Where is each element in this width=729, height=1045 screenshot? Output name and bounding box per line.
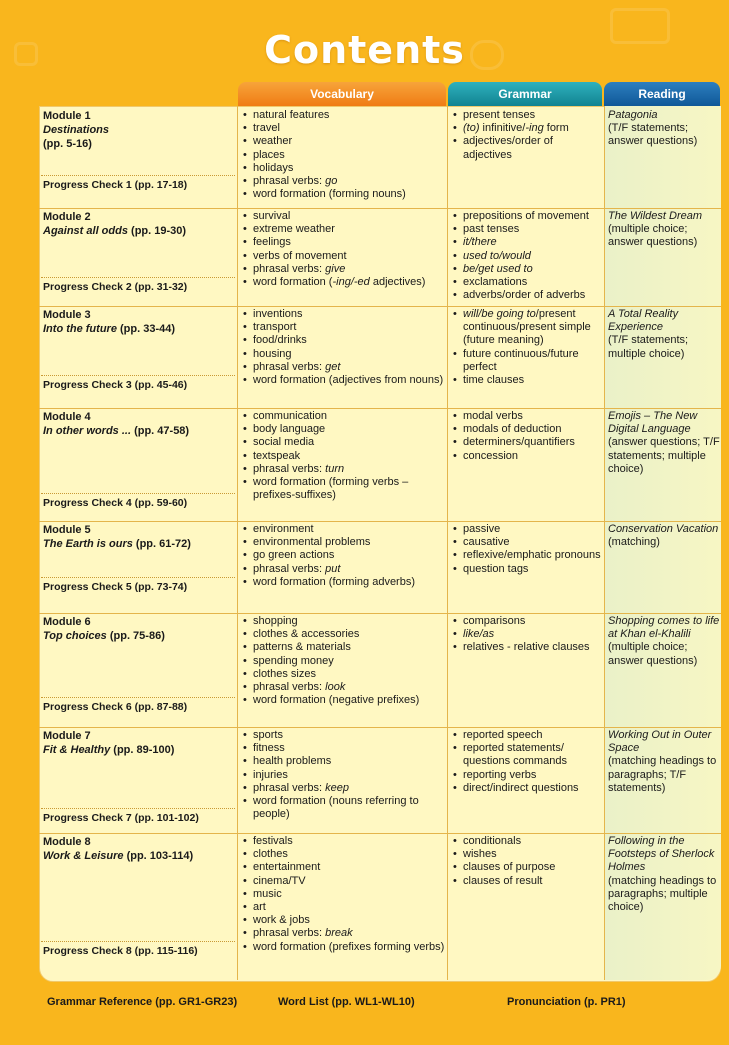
vocabulary-item xyxy=(241,901,445,914)
item-text-part: patterns & materials xyxy=(253,641,351,654)
grammar-item xyxy=(451,109,603,122)
vocabulary-list xyxy=(241,109,445,201)
item-text-part: be/get used to xyxy=(463,262,533,275)
item-text-part: used to/would xyxy=(463,249,531,262)
vocabulary-item xyxy=(241,914,445,927)
row-divider xyxy=(39,613,721,614)
dotted-separator xyxy=(41,493,235,494)
grammar-list xyxy=(451,410,603,463)
grammar-item xyxy=(451,641,603,654)
grammar-list xyxy=(451,308,603,387)
vocabulary-item xyxy=(241,162,445,175)
module-name[interactable]: In other words ... xyxy=(43,425,132,437)
module-name[interactable]: Into the future xyxy=(43,323,117,335)
item-text-part: reported statements/ questions commands xyxy=(463,742,567,768)
item-text-part: feelings xyxy=(253,236,291,249)
module-number: Module 7 xyxy=(43,730,91,742)
item-text-part: phrasal verbs: xyxy=(253,927,326,940)
item-text-part: body language xyxy=(253,423,326,436)
item-text-part: clothes & accessories xyxy=(253,628,360,641)
item-text-part: holidays xyxy=(253,161,294,174)
grammar-list xyxy=(451,835,603,888)
dotted-separator xyxy=(41,808,235,809)
reading-title: Conservation Vacation xyxy=(608,523,719,535)
module-pages: (pp. 89-100) xyxy=(113,744,175,756)
vocabulary-item xyxy=(241,628,445,641)
item-text-part: environmental problems xyxy=(253,536,371,549)
pronunciation-link[interactable]: Pronunciation (p. PR1) xyxy=(507,996,626,1008)
grammar-item xyxy=(451,450,603,463)
reading-tasks: (multiple choice; answer questions) xyxy=(608,641,698,667)
item-text-part: transport xyxy=(253,321,297,334)
dotted-separator xyxy=(41,375,235,376)
vocabulary-item xyxy=(241,668,445,681)
vocabulary-item xyxy=(241,681,445,694)
reading-tasks: (T/F statements; multiple choice) xyxy=(608,334,689,360)
dotted-separator xyxy=(41,277,235,278)
vocabulary-item xyxy=(241,927,445,940)
item-text-part: housing xyxy=(253,347,292,360)
item-text-part: clauses of result xyxy=(463,874,543,887)
row-divider xyxy=(39,408,721,409)
reading-title: The Wildest Dream xyxy=(608,210,703,222)
item-text-part: wishes xyxy=(463,848,497,861)
item-text-part: reflexive/emphatic pronouns xyxy=(463,549,601,562)
grammar-reference-link[interactable]: Grammar Reference (pp. GR1-GR23) xyxy=(47,996,238,1008)
module-name[interactable]: Destinations xyxy=(43,124,110,136)
grammar-item xyxy=(451,410,603,423)
vocabulary-item xyxy=(241,782,445,795)
vocabulary-item xyxy=(241,361,445,374)
module-cell xyxy=(43,410,235,438)
vocabulary-item xyxy=(241,655,445,668)
item-text-part: communication xyxy=(253,410,327,422)
item-text-part: clauses of purpose xyxy=(463,861,556,874)
reading-title: Following in the Footsteps of Sherlock Holmes xyxy=(608,835,715,874)
grammar-item xyxy=(451,122,603,135)
row-divider xyxy=(39,727,721,728)
item-text-part: word formation (prefixes forming verbs) xyxy=(253,940,445,953)
grammar-item xyxy=(451,848,603,861)
grammar-item xyxy=(451,210,603,223)
item-text-part: festivals xyxy=(253,835,293,847)
grammar-column-header: Grammar xyxy=(448,82,602,107)
module-title-line xyxy=(43,849,235,863)
progress-check-link[interactable]: Progress Check 1 (pp. 17-18) xyxy=(43,179,188,191)
module-pages: (pp. 33-44) xyxy=(120,323,176,335)
vocabulary-list xyxy=(241,729,445,821)
grammar-item xyxy=(451,549,603,562)
progress-check-link[interactable]: Progress Check 5 (pp. 73-74) xyxy=(43,581,188,593)
item-text-part: get xyxy=(325,360,341,373)
progress-check-link[interactable]: Progress Check 4 (pp. 59-60) xyxy=(43,497,188,509)
reading-cell xyxy=(608,210,720,250)
item-text-part: infinitive/ xyxy=(479,122,526,135)
item-text-part: word formation (adjectives from nouns) xyxy=(253,374,444,387)
vocabulary-item xyxy=(241,374,445,387)
vocabulary-item xyxy=(241,122,445,135)
vocabulary-item xyxy=(241,941,445,954)
item-text-part: conditionals xyxy=(463,835,522,847)
item-text-part: word formation (forming adverbs) xyxy=(253,575,416,588)
item-text-part: cinema/TV xyxy=(253,874,306,887)
item-text-part: fitness xyxy=(253,742,285,755)
vocabulary-item xyxy=(241,523,445,536)
item-text-part: extreme weather xyxy=(253,223,335,236)
module-cell xyxy=(43,835,235,863)
module-number: Module 8 xyxy=(43,836,91,848)
module-cell xyxy=(43,109,235,151)
vocabulary-item xyxy=(241,742,445,755)
item-text-part: break xyxy=(325,927,353,940)
item-text-part: relatives - relative clauses xyxy=(463,641,590,654)
reading-cell xyxy=(608,109,720,149)
module-pages: (pp. 5-16) xyxy=(43,138,92,150)
reading-cell xyxy=(608,410,720,476)
reading-cell xyxy=(608,308,720,361)
item-text-part: concession xyxy=(463,449,519,462)
item-text-part: social media xyxy=(253,436,315,449)
module-number: Module 1 xyxy=(43,110,91,122)
page-title: Contents xyxy=(264,28,465,72)
item-text-part: entertainment xyxy=(253,861,321,874)
item-text-part: reported speech xyxy=(463,729,543,741)
item-text-part: phrasal verbs: xyxy=(253,175,326,188)
grammar-item xyxy=(451,875,603,888)
module-pages: (pp. 47-58) xyxy=(134,425,190,437)
vocabulary-item xyxy=(241,769,445,782)
grammar-item xyxy=(451,742,603,768)
grammar-item xyxy=(451,250,603,263)
vocabulary-item xyxy=(241,188,445,201)
reading-title: A Total Reality Experience xyxy=(608,308,679,334)
grammar-item xyxy=(451,423,603,436)
vocabulary-item xyxy=(241,276,445,289)
item-text-part: word formation (nouns referring to people) xyxy=(253,795,419,821)
grammar-item xyxy=(451,276,603,289)
grammar-item xyxy=(451,628,603,641)
module-number: Module 4 xyxy=(43,411,91,423)
grammar-item xyxy=(451,536,603,549)
vocabulary-item xyxy=(241,563,445,576)
item-text-part: give xyxy=(325,262,346,275)
item-text-part: shopping xyxy=(253,615,298,627)
item-text-part: sports xyxy=(253,729,283,741)
vocabulary-item xyxy=(241,795,445,821)
module-cell xyxy=(43,308,235,336)
item-text-part: word formation (negative prefixes) xyxy=(253,694,420,707)
module-title-line xyxy=(43,424,235,438)
progress-check-link[interactable]: Progress Check 3 (pp. 45-46) xyxy=(43,379,188,391)
item-text-part: present tenses xyxy=(463,109,536,121)
item-text-part: injuries xyxy=(253,768,288,781)
vocabulary-list xyxy=(241,835,445,954)
item-text-part: time clauses xyxy=(463,374,525,387)
item-text-part: -ing/-ed xyxy=(332,276,370,289)
module-cell xyxy=(43,615,235,643)
reading-cell xyxy=(608,835,720,914)
item-text-part: question tags xyxy=(463,562,529,575)
reading-title: Patagonia xyxy=(608,109,658,121)
vocabulary-item xyxy=(241,729,445,742)
item-text-part: work & jobs xyxy=(253,914,310,927)
item-text-part: phrasal verbs: xyxy=(253,562,326,575)
item-text-part: inventions xyxy=(253,308,303,320)
grammar-item xyxy=(451,374,603,387)
item-text-part: exclamations xyxy=(463,276,528,289)
vocabulary-item xyxy=(241,694,445,707)
item-text-part: /present continuous/present simple (future meaning) xyxy=(463,308,591,347)
vocabulary-list xyxy=(241,210,445,289)
item-text-part: keep xyxy=(325,781,350,794)
vocabulary-item xyxy=(241,263,445,276)
grammar-item xyxy=(451,861,603,874)
grammar-item xyxy=(451,729,603,742)
vocabulary-item xyxy=(241,848,445,861)
item-text-part: future continuous/future perfect xyxy=(463,347,579,373)
item-text-part: look xyxy=(325,681,346,694)
item-text-part: food/drinks xyxy=(253,334,307,347)
vocabulary-item xyxy=(241,308,445,321)
item-text-part: natural features xyxy=(253,109,330,121)
item-text-part: textspeak xyxy=(253,449,301,462)
vocabulary-item xyxy=(241,576,445,589)
vocabulary-item xyxy=(241,549,445,562)
vocabulary-item xyxy=(241,109,445,122)
module-title-line xyxy=(43,322,235,336)
item-text-part: (to) xyxy=(463,122,480,135)
progress-check-link[interactable]: Progress Check 8 (pp. 115-116) xyxy=(43,945,198,957)
module-name[interactable]: Against all odds xyxy=(43,225,128,237)
column-divider xyxy=(237,106,238,980)
vocabulary-item xyxy=(241,835,445,848)
module-cell xyxy=(43,523,235,551)
vocabulary-item xyxy=(241,149,445,162)
item-text-part: go green actions xyxy=(253,549,335,562)
module-name[interactable]: Fit & Healthy xyxy=(43,744,111,756)
progress-check-link[interactable]: Progress Check 2 (pp. 31-32) xyxy=(43,281,188,293)
item-text-part: direct/indirect questions xyxy=(463,781,579,794)
grammar-list xyxy=(451,729,603,795)
row-divider xyxy=(39,833,721,834)
reading-tasks: (matching headings to paragraphs; multiple choice) xyxy=(608,874,717,914)
vocabulary-list xyxy=(241,615,445,707)
vocabulary-item xyxy=(241,210,445,223)
vocabulary-item xyxy=(241,888,445,901)
item-text-part: phrasal verbs: xyxy=(253,681,326,694)
item-text-part: adverbs/order of adverbs xyxy=(463,289,586,302)
item-text-part: art xyxy=(253,901,266,914)
module-number: Module 2 xyxy=(43,211,91,223)
grammar-item xyxy=(451,236,603,249)
item-text-part: weather xyxy=(253,135,293,148)
column-divider xyxy=(604,106,605,980)
row-divider xyxy=(39,208,721,209)
item-text-part: adjectives/order of adjectives xyxy=(463,135,553,161)
grammar-item xyxy=(451,289,603,302)
vocabulary-item xyxy=(241,321,445,334)
grammar-list xyxy=(451,615,603,655)
vocabulary-item xyxy=(241,875,445,888)
module-number: Module 3 xyxy=(43,309,91,321)
reading-cell xyxy=(608,615,720,668)
module-pages: (pp. 75-86) xyxy=(109,630,165,642)
item-text-part: word formation ( xyxy=(253,276,333,289)
reading-column-header: Reading xyxy=(604,82,720,107)
module-cell xyxy=(43,210,235,238)
dotted-separator xyxy=(41,577,235,578)
item-text-part: reporting verbs xyxy=(463,768,537,781)
item-text-part: word formation (forming verbs – prefixes-suffixes) xyxy=(253,476,409,502)
grammar-item xyxy=(451,835,603,848)
item-text-part: like/as xyxy=(463,628,495,641)
item-text-part: places xyxy=(253,148,285,161)
word-list-link[interactable]: Word List (pp. WL1-WL10) xyxy=(278,996,415,1008)
vocabulary-item xyxy=(241,641,445,654)
vocabulary-item xyxy=(241,861,445,874)
reading-title: Emojis – The New Digital Language xyxy=(608,410,698,436)
module-name[interactable]: The Earth is ours xyxy=(43,538,133,550)
grammar-list xyxy=(451,210,603,302)
module-pages: (pp. 103-114) xyxy=(126,850,194,862)
item-text-part: turn xyxy=(325,462,345,475)
item-text-part: go xyxy=(325,175,338,188)
module-pages: (pp. 61-72) xyxy=(135,538,191,550)
vocabulary-item xyxy=(241,135,445,148)
vocabulary-item xyxy=(241,423,445,436)
grammar-item xyxy=(451,782,603,795)
reading-cell xyxy=(608,729,720,795)
grammar-item xyxy=(451,135,603,161)
reading-tasks: (T/F statements; answer questions) xyxy=(608,122,698,148)
item-text-part: clothes xyxy=(253,848,288,861)
reading-tasks: (matching) xyxy=(608,536,660,549)
row-divider xyxy=(39,306,721,307)
grammar-item xyxy=(451,348,603,374)
module-title-line xyxy=(43,224,235,238)
item-text-part: prepositions of movement xyxy=(463,210,589,222)
vocabulary-item xyxy=(241,536,445,549)
item-text-part: modal verbs xyxy=(463,410,523,422)
grammar-item xyxy=(451,223,603,236)
vocabulary-item xyxy=(241,223,445,236)
progress-check-link[interactable]: Progress Check 6 (pp. 87-88) xyxy=(43,701,188,713)
vocabulary-list xyxy=(241,410,445,502)
item-text-part: health problems xyxy=(253,755,332,768)
module-pages: (pp. 19-30) xyxy=(131,225,187,237)
module-title-line xyxy=(43,123,235,137)
dotted-separator xyxy=(41,175,235,176)
row-divider xyxy=(39,521,721,522)
module-number: Module 6 xyxy=(43,616,91,628)
module-name[interactable]: Top choices xyxy=(43,630,107,642)
item-text-part: -ing xyxy=(525,122,544,135)
item-text-part: environment xyxy=(253,523,314,535)
item-text-part: it/there xyxy=(463,236,497,249)
item-text-part: verbs of movement xyxy=(253,249,347,262)
item-text-part: phrasal verbs: xyxy=(253,462,326,475)
item-text-part: survival xyxy=(253,210,291,222)
grammar-item xyxy=(451,769,603,782)
reading-tasks: (answer questions; T/F statements; multiple choice) xyxy=(608,436,720,475)
vocabulary-item xyxy=(241,436,445,449)
vocabulary-item xyxy=(241,463,445,476)
reading-cell xyxy=(608,523,720,549)
vocabulary-column-header: Vocabulary xyxy=(238,82,446,107)
item-text-part: travel xyxy=(253,122,280,135)
item-text-part: causative xyxy=(463,536,510,549)
progress-check-link[interactable]: Progress Check 7 (pp. 101-102) xyxy=(43,812,199,824)
vocabulary-list xyxy=(241,308,445,387)
vocabulary-item xyxy=(241,334,445,347)
item-text-part: music xyxy=(253,887,282,900)
grammar-item xyxy=(451,436,603,449)
item-text-part: phrasal verbs: xyxy=(253,781,326,794)
reading-title: Working Out in Outer Space xyxy=(608,729,712,755)
column-divider xyxy=(447,106,448,980)
item-text-part: clothes sizes xyxy=(253,667,316,680)
reading-tasks: (matching headings to paragraphs; T/F statements) xyxy=(608,755,717,794)
reading-title: Shopping comes to life at Khan el-Khalili xyxy=(608,615,720,641)
vocabulary-item xyxy=(241,236,445,249)
item-text-part: past tenses xyxy=(463,223,520,236)
item-text-part: form xyxy=(543,122,569,135)
module-title-line xyxy=(43,629,235,643)
module-title-line xyxy=(43,537,235,551)
vocabulary-item xyxy=(241,175,445,188)
vocabulary-list xyxy=(241,523,445,589)
item-text-part: phrasal verbs: xyxy=(253,262,326,275)
vocabulary-item xyxy=(241,476,445,502)
grammar-list xyxy=(451,523,603,576)
reading-tasks: (multiple choice; answer questions) xyxy=(608,223,698,249)
item-text-part: put xyxy=(325,562,341,575)
grammar-item xyxy=(451,308,603,348)
grammar-item xyxy=(451,563,603,576)
item-text-part: word formation (forming nouns) xyxy=(253,188,406,201)
vocabulary-item xyxy=(241,250,445,263)
vocabulary-item xyxy=(241,755,445,768)
grammar-item xyxy=(451,523,603,536)
item-text-part: determiners/quantifiers xyxy=(463,436,575,449)
module-cell xyxy=(43,729,235,757)
item-text-part: spending money xyxy=(253,654,334,667)
vocabulary-item xyxy=(241,348,445,361)
module-title-line xyxy=(43,743,235,757)
module-number: Module 5 xyxy=(43,524,91,536)
item-text-part: phrasal verbs: xyxy=(253,360,326,373)
grammar-item xyxy=(451,615,603,628)
grammar-item xyxy=(451,263,603,276)
dotted-separator xyxy=(41,941,235,942)
dotted-separator xyxy=(41,697,235,698)
item-text-part: modals of deduction xyxy=(463,423,562,436)
item-text-part: comparisons xyxy=(463,615,526,627)
module-name[interactable]: Work & Leisure xyxy=(43,850,124,862)
vocabulary-item xyxy=(241,615,445,628)
item-text-part: adjectives) xyxy=(369,276,426,289)
vocabulary-item xyxy=(241,450,445,463)
item-text-part: will/be going to xyxy=(463,308,536,320)
vocabulary-item xyxy=(241,410,445,423)
item-text-part: passive xyxy=(463,523,501,535)
grammar-list xyxy=(451,109,603,162)
